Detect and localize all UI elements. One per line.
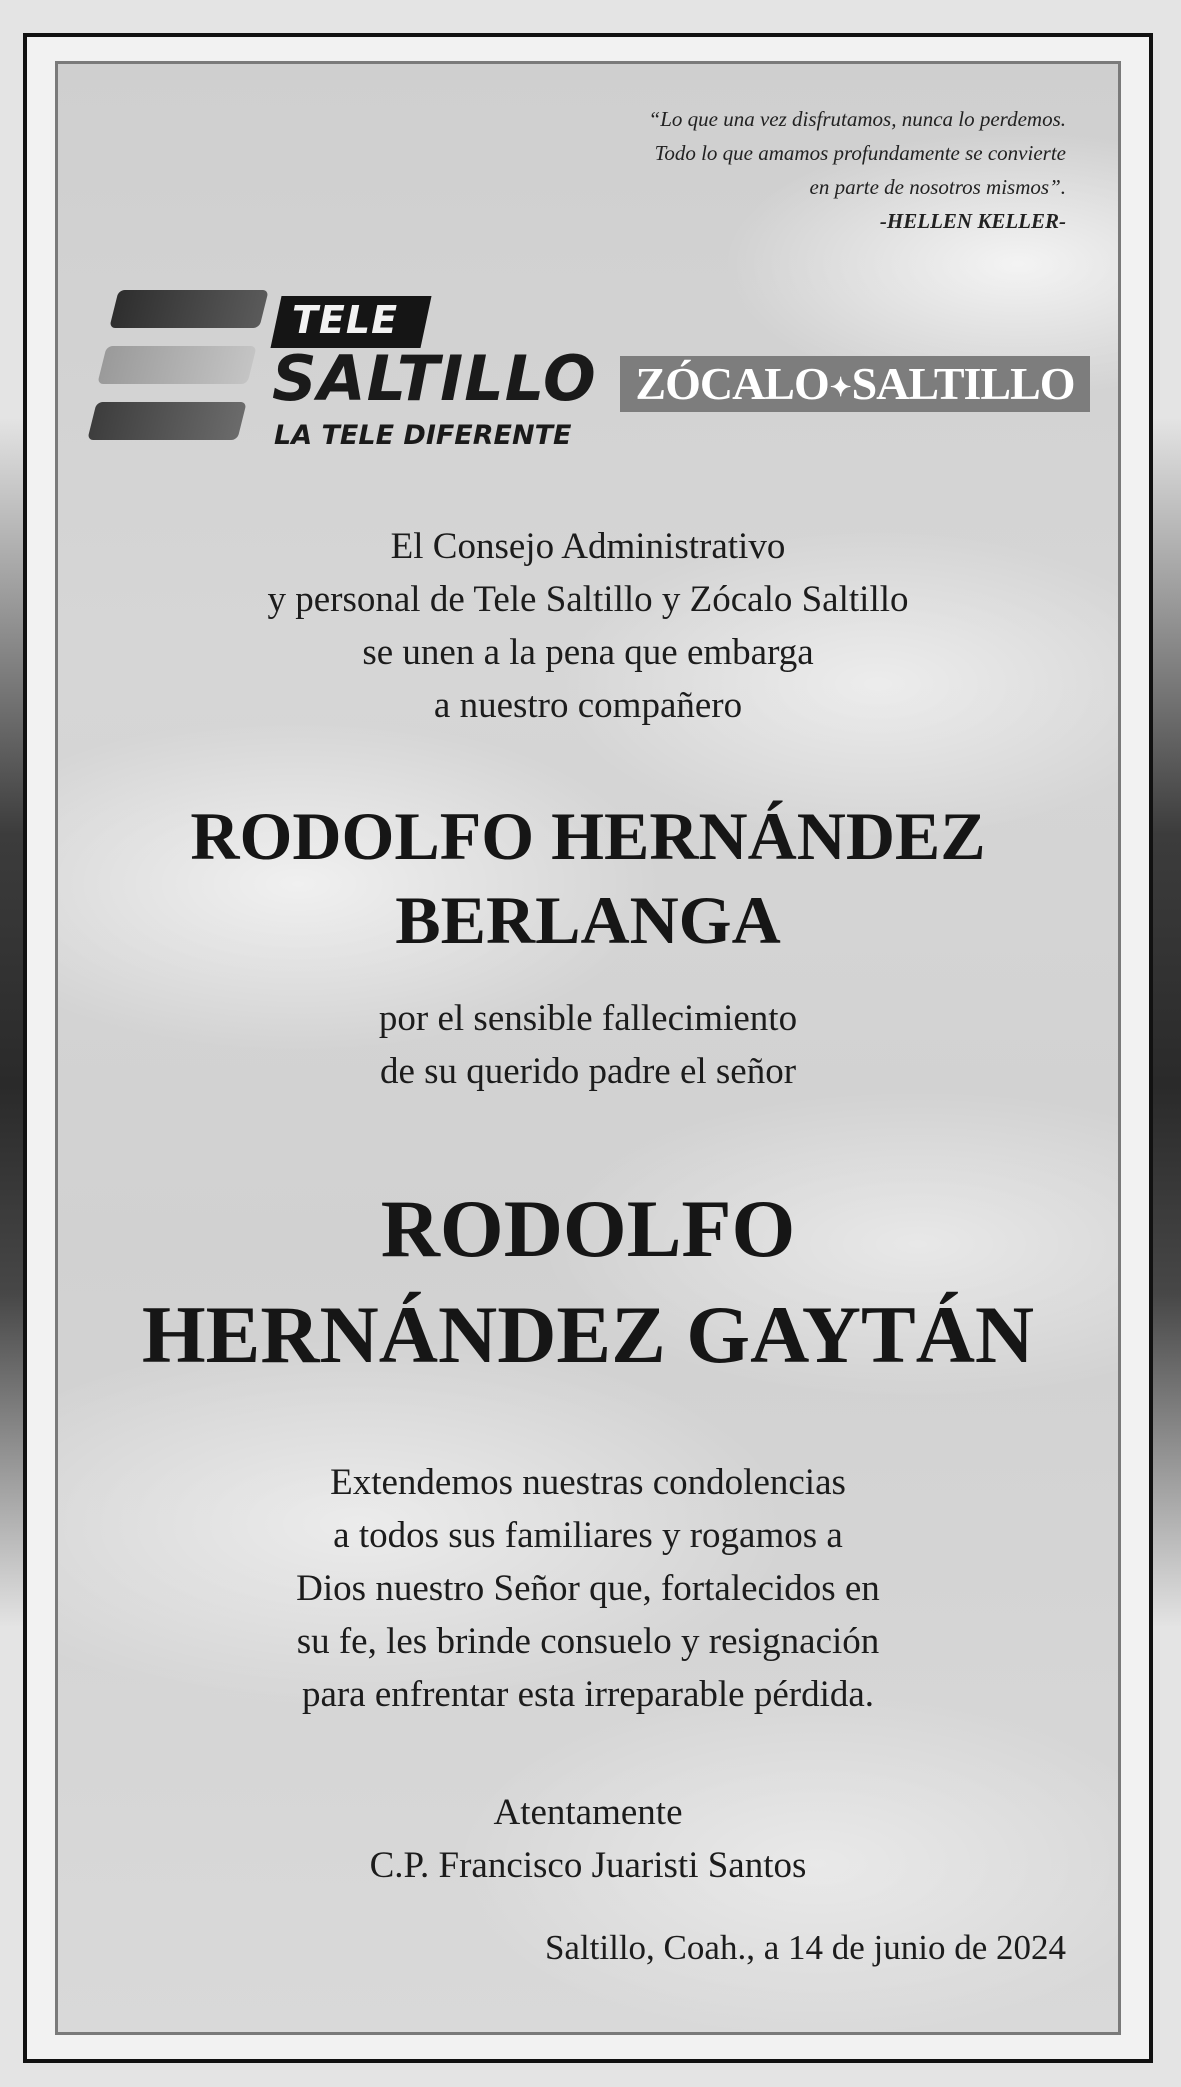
colleague-name-line: BERLANGA [395, 882, 781, 958]
colleague-name-line: RODOLFO HERNÁNDEZ [190, 798, 986, 874]
signer-name: C.P. Francisco Juaristi Santos [369, 1845, 807, 1886]
tele-saltillo-logo [84, 290, 597, 451]
deceased-name-line: HERNÁNDEZ GAYTÁN [141, 1289, 1035, 1380]
epigraph-quote [649, 102, 1066, 238]
star-icon: ✦ [829, 373, 851, 403]
zocalo-saltillo-word: SALTILLO [851, 358, 1075, 409]
death-notice [58, 992, 1118, 1098]
quote-line: “Lo que una vez disfrutamos, nunca lo perdemos. [648, 107, 1066, 131]
condolences-line: para enfrentar esta irreparable pérdida. [301, 1674, 875, 1715]
obituary-panel [55, 61, 1121, 2035]
intro-line: El Consejo Administrativo [390, 526, 786, 567]
logo-tele-word: TELE [292, 298, 399, 342]
closing-word: Atentamente [493, 1792, 683, 1833]
colleague-name [58, 794, 1118, 962]
logo-saltillo-word: SALTILLO [272, 342, 597, 415]
zocalo-saltillo-logo [620, 356, 1090, 412]
logo-bar-bottom [87, 402, 246, 440]
deceased-name-line: RODOLFO [380, 1183, 796, 1274]
condolences-line: Extendemos nuestras condolencias [330, 1462, 846, 1503]
intro-paragraph [58, 520, 1118, 732]
quote-line: en parte de nosotros mismos”. [809, 175, 1066, 199]
intro-line: a nuestro compañero [433, 685, 743, 726]
death-notice-line: por el sensible fallecimiento [378, 998, 798, 1039]
logo-bar-middle [97, 346, 256, 384]
quote-line: Todo lo que amamos profundamente se convierte [654, 141, 1066, 165]
death-notice-line: de su querido padre el señor [379, 1051, 797, 1092]
logo-bar-top [109, 290, 268, 328]
intro-line: se unen a la pena que embarga [362, 632, 814, 673]
deceased-name [58, 1176, 1118, 1388]
place-date: Saltillo, Coah., a 14 de junio de 2024 [544, 1928, 1066, 1967]
condolences-line: a todos sus familiares y rogamos a [333, 1515, 843, 1556]
condolences-paragraph [58, 1456, 1118, 1721]
intro-line: y personal de Tele Saltillo y Zócalo Saltillo [267, 579, 909, 620]
condolences-line: su fe, les brinde consuelo y resignación [296, 1621, 880, 1662]
logo-tagline: LA TELE DIFERENTE [274, 420, 572, 451]
zocalo-word: ZÓCALO [635, 358, 829, 409]
condolences-line: Dios nuestro Señor que, fortalecidos en [296, 1568, 880, 1609]
tele-saltillo-s-mark-icon [84, 290, 274, 450]
quote-author: -HELLEN KELLER- [879, 209, 1066, 233]
signoff [58, 1786, 1118, 1892]
